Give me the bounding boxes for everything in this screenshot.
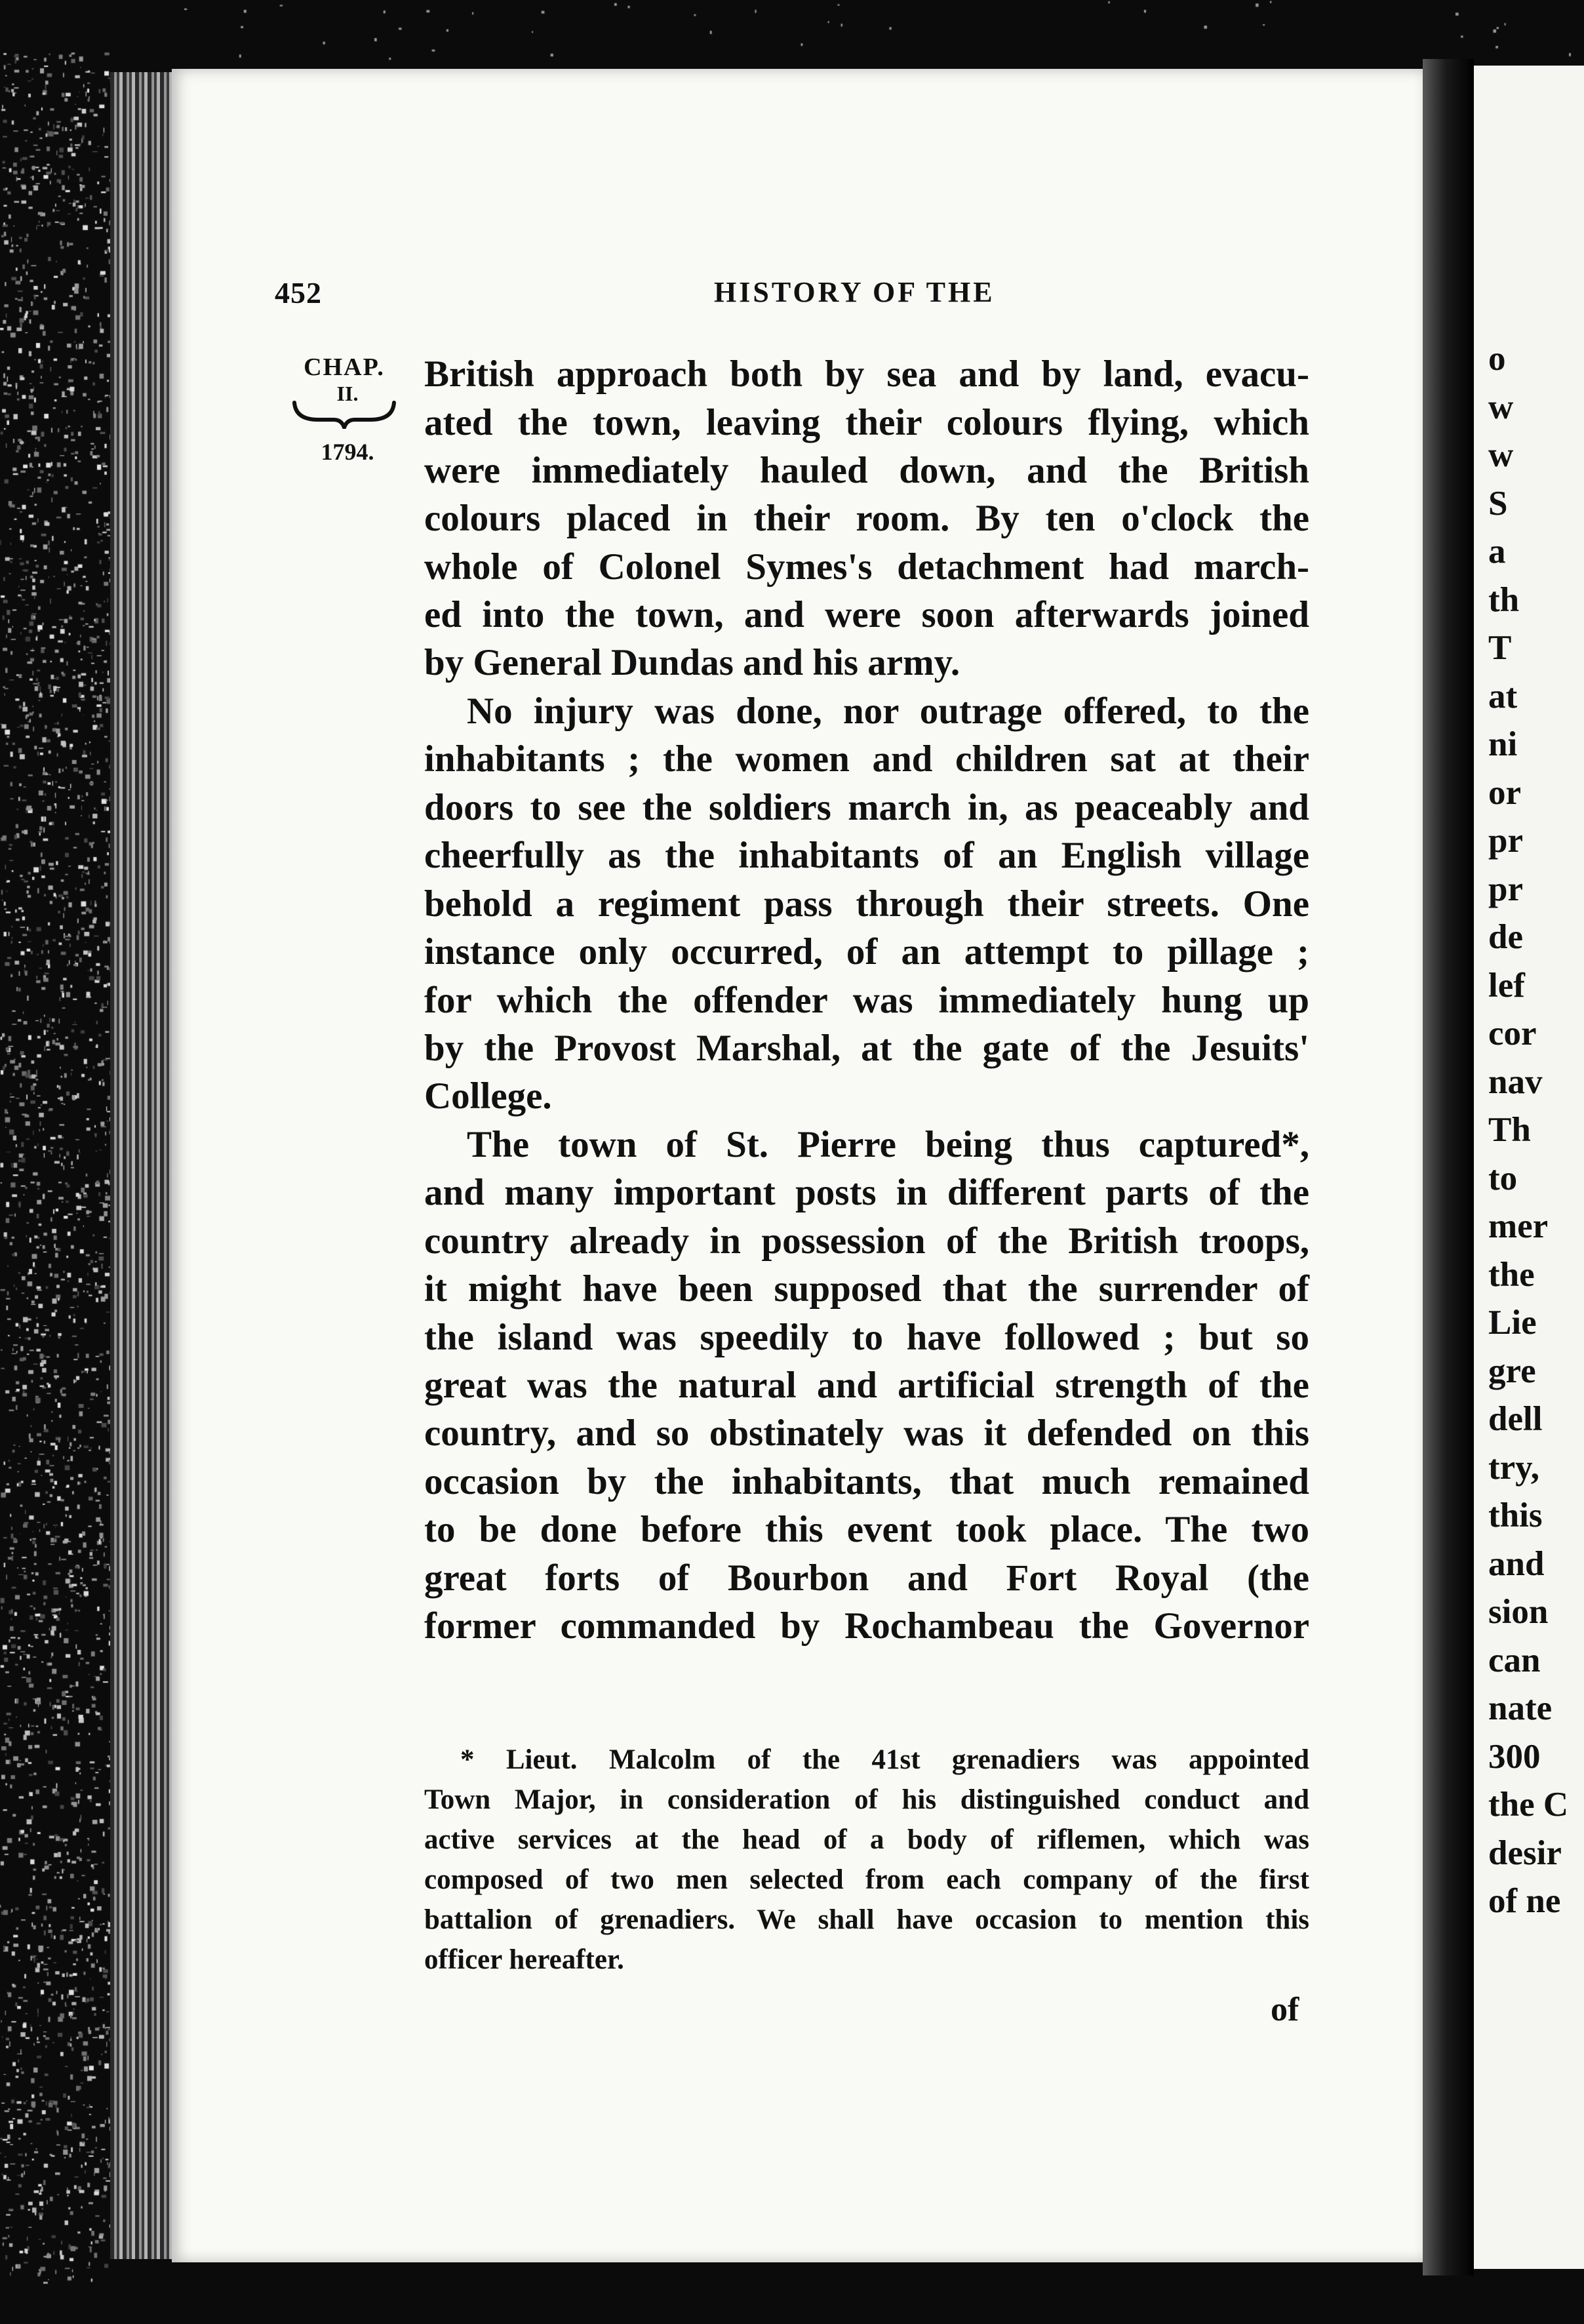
year-note: 1794. [321, 439, 374, 465]
right-page-fragment: can [1488, 1641, 1541, 1679]
body-line: College. [424, 1075, 552, 1117]
right-page-fragment: at [1488, 677, 1518, 715]
right-page-fragment: pr [1488, 822, 1523, 860]
right-page-fragment: sion [1488, 1593, 1549, 1631]
body-line: country, and so obstinately was it defended on this [424, 1412, 1309, 1454]
body-line: occasion by the inhabitants, that much remained [424, 1461, 1309, 1502]
right-page-fragment: try, [1488, 1449, 1539, 1487]
body-line: country already in possession of the British troops, [424, 1220, 1309, 1262]
footnote-line: composed of two men selected from each company of the first [424, 1864, 1309, 1895]
footnote-line: battalion of grenadiers. We shall have occasion to mention this [424, 1904, 1309, 1935]
body-line: and many important posts in different parts of the [424, 1172, 1309, 1213]
body-line: inhabitants ; the women and children sat at their [424, 738, 1309, 780]
footnote-line: active services at the head of a body of riflemen, which was [424, 1824, 1309, 1855]
body-line: great was the natural and artificial strength of the [424, 1365, 1309, 1406]
chapter-number: II. [336, 382, 359, 405]
right-page-fragment: nate [1488, 1689, 1553, 1727]
right-page-fragment: and [1488, 1545, 1545, 1583]
page-number: 452 [275, 276, 322, 310]
right-page-fragment: cor [1488, 1014, 1537, 1052]
body-line: instance only occurred, of an attempt to pillage ; [424, 931, 1309, 972]
body-line: it might have been supposed that the surrender of [424, 1268, 1309, 1310]
footnote-line: * Lieut. Malcolm of the 41st grenadiers was appointed [460, 1744, 1309, 1775]
running-head [275, 275, 1311, 321]
brace-ornament [292, 397, 397, 429]
right-page-fragment: ni [1488, 725, 1518, 763]
body-line: colours placed in their room. By ten o'clock the [424, 498, 1309, 539]
running-title: HISTORY OF THE [714, 276, 995, 308]
right-page-fragment: or [1488, 774, 1522, 812]
right-page-fragment: to [1488, 1159, 1518, 1197]
body-line: No injury was done, nor outrage offered, to the [467, 691, 1309, 732]
page-fore-edge [110, 72, 173, 2259]
body-line: ed into the town, and were soon afterwards joined [424, 594, 1309, 635]
body-line: cheerfully as the inhabitants of an English village [424, 835, 1309, 876]
right-page-fragment: this [1488, 1496, 1543, 1534]
body-line: great forts of Bourbon and Fort Royal (the [424, 1557, 1309, 1599]
body-line: ated the town, leaving their colours flying, which [424, 402, 1309, 443]
right-page-fragment: w [1488, 388, 1514, 426]
right-page-fragment: w [1488, 436, 1514, 474]
catchword: of [1271, 1991, 1299, 2028]
right-page-fragment: o [1488, 340, 1506, 378]
right-page-fragment: S [1488, 485, 1508, 523]
right-page-fragment: th [1488, 581, 1520, 619]
right-page-fragment: pr [1488, 870, 1523, 908]
footnote-line: Town Major, in consideration of his distinguished conduct and [424, 1784, 1309, 1815]
right-page-fragment: lef [1488, 967, 1525, 1005]
body-line: The town of St. Pierre being thus captured*, [467, 1124, 1309, 1165]
body-line: by the Provost Marshal, at the gate of the Jesuits' [424, 1028, 1309, 1069]
right-page-fragment: the [1488, 1256, 1535, 1294]
body-line: whole of Colonel Symes's detachment had march- [424, 546, 1309, 588]
body-line: doors to see the soldiers march in, as peaceably and [424, 787, 1309, 828]
body-line: British approach both by sea and by land, evacu- [424, 353, 1309, 395]
right-page-fragment: Th [1488, 1111, 1531, 1149]
right-page-fragment: 300 [1488, 1738, 1541, 1776]
right-page-fragment: Lie [1488, 1304, 1537, 1342]
right-page-fragment: of ne [1488, 1882, 1561, 1920]
body-line: to be done before this event took place. The two [424, 1509, 1309, 1550]
right-page-fragment: dell [1488, 1400, 1543, 1438]
chapter-label: CHAP. [304, 353, 385, 381]
right-page-fragment: T [1488, 629, 1512, 667]
right-page-fragment: de [1488, 918, 1523, 956]
body-line: were immediately hauled down, and the British [424, 450, 1309, 491]
body-line: by General Dundas and his army. [424, 642, 960, 683]
right-page-fragment: gre [1488, 1352, 1536, 1390]
right-page-fragment: nav [1488, 1063, 1543, 1101]
body-line: former commanded by Rochambeau the Governor [424, 1605, 1309, 1647]
right-page-fragment: mer [1488, 1207, 1549, 1245]
book-gutter [1423, 59, 1474, 2275]
right-page-fragment: the C [1488, 1786, 1569, 1824]
body-line: for which the offender was immediately hung up [424, 980, 1309, 1021]
body-line: behold a regiment pass through their streets. One [424, 883, 1309, 925]
body-line: the island was speedily to have followed ; but so [424, 1317, 1309, 1358]
right-page-fragment: a [1488, 532, 1506, 571]
right-page-fragment: desir [1488, 1834, 1562, 1872]
footnote-line: officer hereafter. [424, 1944, 624, 1975]
